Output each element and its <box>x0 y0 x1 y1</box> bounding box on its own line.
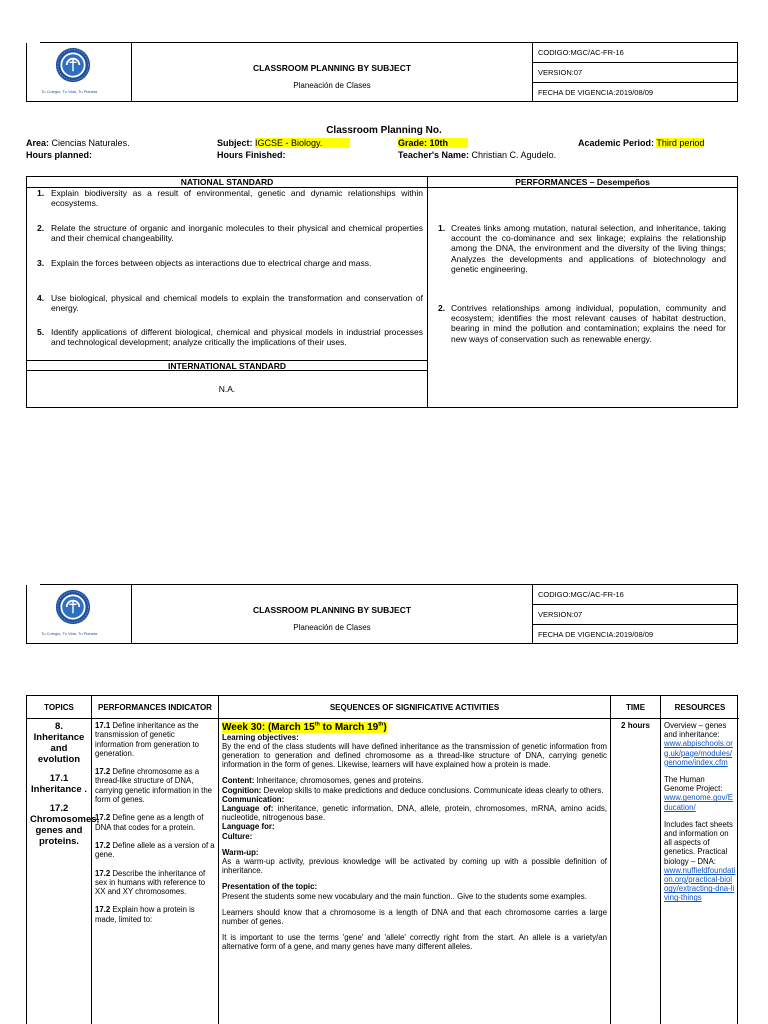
resource-link[interactable]: www.abpischools.org.uk/page/modules/genome/index.cfm <box>664 739 733 767</box>
teacher-value: Christian C. Agudelo. <box>471 150 557 160</box>
national-standard-item: 5. Identify applications of different biological, chemical and physical models in industrial processes and technological development; analyze critically the implications of their uses. <box>37 327 423 348</box>
culture-label: Culture: <box>222 831 253 841</box>
indicator-header: PERFORMANCES INDICATOR <box>92 696 218 719</box>
time-value: 2 hours <box>621 721 650 730</box>
time-header: TIME <box>611 696 660 719</box>
allele-paragraph: It is important to use the terms 'gene' and 'allele' correctly right from the start. An allele is a variety/an alternative form of a gene, and many genes have many different alleles. <box>222 933 607 952</box>
topic-item: 17.1 Inheritance . <box>31 773 87 795</box>
resource-item: Overview – genes and inheritance: www.abpischools.org.uk/page/modules/genome/index.cfm <box>664 721 733 767</box>
resource-link[interactable]: www.genome.gov/Education/ <box>664 793 733 812</box>
performance-item: 2. Contrives relationships among individual, population, community and ecosystem; identifies the most relevant causes of habitat destruction, bearing in mind the pollution and contamination; explains the need for new ways of conservation such as renewable energy. <box>438 303 726 344</box>
document-header <box>26 42 738 102</box>
grade-value: 10th <box>429 138 449 148</box>
header-subtitle: Planeación de Clases <box>293 623 371 632</box>
language-for-label: Language for: <box>222 822 275 832</box>
chromosome-paragraph: Learners should know that a chromosome is a length of DNA and that each chromosome carries a large number of genes. <box>222 907 607 926</box>
international-standard-heading: INTERNATIONAL STANDARD <box>27 360 427 371</box>
planning-title: Classroom Planning No. <box>326 125 442 136</box>
warmup-section: Warm-up: As a warm-up activity, previous knowledge will be activated by coming up with a possible definition of inheritance. <box>222 847 607 876</box>
resources-header: RESOURCES <box>661 696 739 719</box>
logo-tagline: Tu Colegio, Tu Vida, Tu Planeta <box>41 631 98 636</box>
national-standard-item: 4. Use biological, physical and chemical models to explain the transformation and conservation of energy. <box>37 293 423 314</box>
teacher-label: Teacher's Name: <box>398 150 470 160</box>
header-title-cell <box>132 43 533 101</box>
cognition-line: Cognition: Develop skills to make predictions and deduce conclusions. Communicate ideas clearly to others. <box>222 785 604 795</box>
national-standard-item: 3. Explain the forces between objects as interactions due to electrical charge and mass. <box>37 258 372 268</box>
performances-heading: PERFORMANCES – Desempeños <box>428 177 737 188</box>
indicator-item: 17.2 Explain how a protein is made, limited to: <box>95 905 195 924</box>
subject-line <box>217 138 350 148</box>
performances-column <box>428 177 737 407</box>
performance-item: 1. Creates links among mutation, natural selection, and inheritance, taking account the co-dominance and sex linkage; explains the relationship among the DNA, the environment and the diversity of the living things; Analyzes the developments and applications of biotechnology and genetic engineering. <box>438 223 726 274</box>
topic-item: 17.2 Chromosomes, genes and proteins. <box>30 803 100 847</box>
standards-table <box>26 176 738 408</box>
subject-value: IGCSE - Biology. <box>255 138 350 148</box>
indicator-column <box>92 696 219 1024</box>
logo-cell <box>27 43 132 101</box>
header-title-cell <box>132 585 533 643</box>
doc-validity: FECHA DE VIGENCIA:2019/08/09 <box>538 88 654 97</box>
area-value: Ciencias Naturales. <box>51 138 130 148</box>
indicator-item: 17.2 Describe the inheritance of sex in humans with reference to XX and XY chromosomes. <box>95 868 206 897</box>
logo-tagline: Tu Colegio, Tu Vida, Tu Planeta <box>41 89 98 94</box>
communication-label: Communication: <box>222 794 285 804</box>
doc-validity: FECHA DE VIGENCIA:2019/08/09 <box>538 630 654 639</box>
sequences-header: SEQUENCES OF SIGNIFICATIVE ACTIVITIES <box>219 696 610 719</box>
header-title: CLASSROOM PLANNING BY SUBJECT <box>252 605 412 615</box>
header-codes <box>533 585 737 643</box>
week-title: Week 30: (March 15th to March 19th) <box>222 722 387 734</box>
hours-planned-line <box>26 150 92 160</box>
document-header-page-2 <box>26 584 738 644</box>
resource-item: Includes fact sheets and information on all aspects of genetics. Practical biology – DNA: www.nuffieldfoundation.org/practical-biology/extracting-dna-living-things <box>664 819 736 903</box>
school-logo <box>55 589 91 625</box>
national-standard-heading: NATIONAL STANDARD <box>27 177 427 188</box>
period-label: Academic Period: <box>578 138 655 148</box>
resource-item: The Human Genome Project: www.genome.gov/Education/ <box>664 775 733 812</box>
area-label: Area: <box>26 138 50 148</box>
resource-link[interactable]: www.nuffieldfoundation.org/practical-biology/extracting-dna-living-things <box>664 865 736 903</box>
resources-column <box>661 696 739 1024</box>
area-line <box>26 138 130 148</box>
doc-code: CODIGO:MGC/AC-FR-16 <box>533 43 737 63</box>
doc-version: VERSION:07 <box>533 605 737 625</box>
learning-objectives: Learning objectives: By the end of the class students will have defined inheritance as the transmission of genetic information from generation to generation and defined chromosome as a thread-like structure of DNA, carrying genetic information in the form of genes. Likewise, learners will have explained how a protein is made. <box>222 732 607 770</box>
header-subtitle: Planeación de Clases <box>293 81 371 90</box>
topics-column <box>27 696 100 1024</box>
topics-header: TOPICS <box>27 696 91 719</box>
teacher-line <box>398 150 556 160</box>
time-column <box>611 696 661 1024</box>
indicator-item: 17.2 Define gene as a length of DNA that codes for a protein. <box>95 813 204 832</box>
indicator-item: 17.2 Define chromosome as a thread-like structure of DNA, carrying genetic information in the form of genes. <box>95 767 213 805</box>
hours-planned-label: Hours planned: <box>26 150 93 160</box>
national-standard-item: 1. Explain biodiversity as a result of environmental, genetic and dynamic relationships within ecosystems. <box>37 188 423 209</box>
period-value: Third period <box>656 138 705 148</box>
international-standard-value: N.A. <box>218 384 236 394</box>
sequences-column <box>219 696 611 1024</box>
content-line: Content: Inheritance, chromosomes, genes and proteins. <box>222 776 424 786</box>
header-title: CLASSROOM PLANNING BY SUBJECT <box>252 63 412 73</box>
period-line <box>578 138 704 148</box>
language-of-line: Language of: inheritance, genetic information, DNA, allele, protein, chromosomes, mRNA, amino acids, nucleotide, nitrogenous base. <box>222 803 607 823</box>
header-codes <box>533 43 737 101</box>
grade-label: Grade: <box>398 138 428 148</box>
logo-cell <box>27 585 132 643</box>
subject-label: Subject: <box>217 138 253 148</box>
school-logo <box>55 47 91 83</box>
hours-finished-line <box>217 150 286 160</box>
hours-finished-label: Hours Finished: <box>217 150 286 160</box>
indicator-item: 17.2 Define allele as a version of a gene. <box>95 840 215 860</box>
doc-version: VERSION:07 <box>533 63 737 83</box>
grade-line <box>398 138 468 148</box>
presentation-section: Presentation of the topic: Present the students some new vocabulary and the main function.. Give to the students some examples. <box>222 882 587 901</box>
activities-table <box>26 695 738 1024</box>
indicator-item: 17.1 Define inheritance as the transmission of genetic information from generation to generation. <box>95 721 200 758</box>
national-standard-column <box>27 177 428 407</box>
national-standard-item: 2. Relate the structure of organic and inorganic molecules to their physical and chemical properties and their chemical changeability. <box>37 223 423 244</box>
doc-code: CODIGO:MGC/AC-FR-16 <box>533 585 737 605</box>
topic-item: 8. Inheritance and evolution <box>33 721 85 765</box>
